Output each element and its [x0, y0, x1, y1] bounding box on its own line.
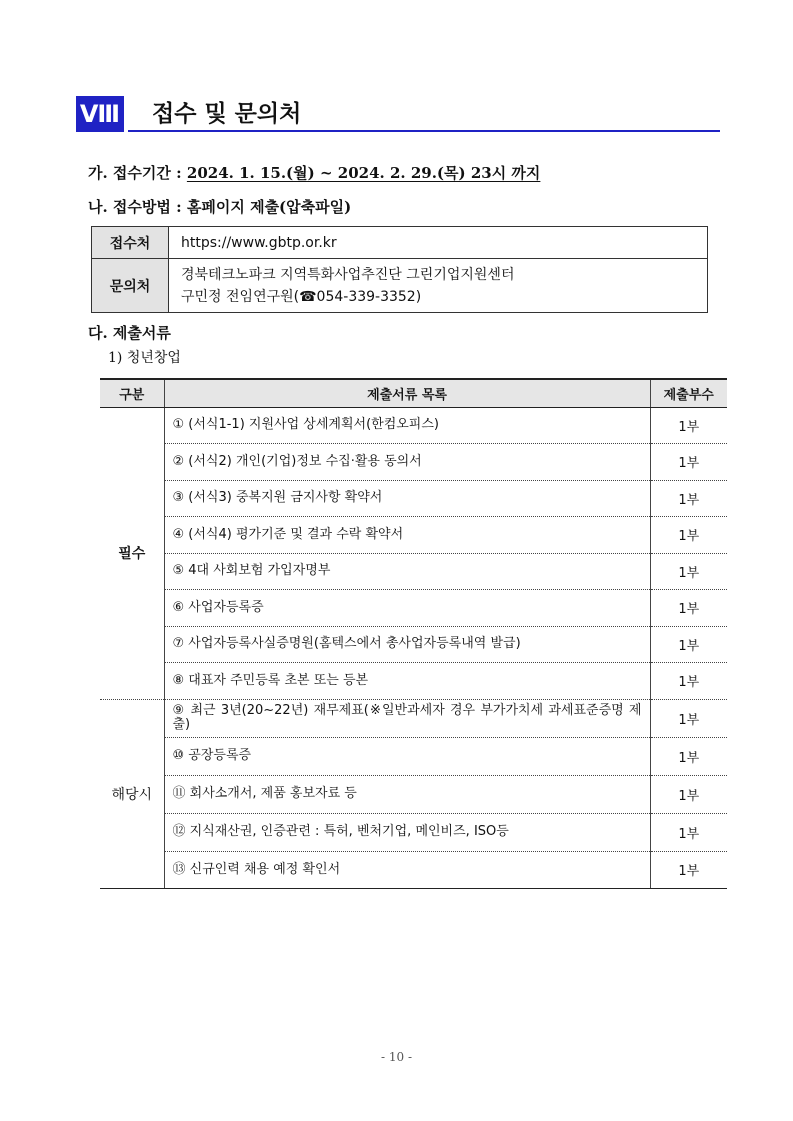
- document-row: [100, 553, 727, 590]
- document-name: ② (서식2) 개인(기업)정보 수집·활용 동의서: [164, 444, 650, 481]
- documents-table: [100, 378, 727, 889]
- section-number-badge: Ⅷ: [76, 96, 124, 132]
- reception-label: 접수처: [92, 227, 169, 259]
- header-copies: 제출부수: [650, 379, 727, 407]
- document-row: [100, 851, 727, 888]
- document-copies: 1부: [650, 775, 727, 813]
- document-copies: 1부: [650, 590, 727, 627]
- document-row: [100, 737, 727, 775]
- document-copies: 1부: [650, 737, 727, 775]
- document-row: [100, 517, 727, 554]
- inquiry-organization: 경북테크노파크 지역특화사업추진단 그린기업지원센터: [181, 266, 515, 283]
- document-row: [100, 407, 727, 444]
- group-required: 필수: [100, 407, 164, 699]
- header-category: 구분: [100, 379, 164, 407]
- document-name: ③ (서식3) 중복지원 금지사항 확약서: [164, 480, 650, 517]
- submission-method-value: 홈페이지 제출(압축파일): [186, 198, 352, 216]
- submission-method: [88, 196, 351, 218]
- document-row: [100, 626, 727, 663]
- document-name: ⑬ 신규인력 채용 예정 확인서: [164, 851, 650, 888]
- submission-period-label: 가. 접수기간 :: [88, 164, 182, 182]
- documents-subheading: 1) 청년창업: [108, 350, 181, 366]
- header-list: 제출서류 목록: [164, 379, 650, 407]
- document-name: ④ (서식4) 평가기준 및 결과 수락 확약서: [164, 517, 650, 554]
- contact-table: [91, 226, 708, 313]
- document-row: [100, 590, 727, 627]
- submission-period: [88, 162, 540, 184]
- document-copies: 1부: [650, 699, 727, 737]
- document-row: [100, 775, 727, 813]
- document-copies: 1부: [650, 444, 727, 481]
- document-name: ⑨ 최근 3년(20~22년) 재무제표(※일반과세자 경우 부가가치세 과세표준증명 제출): [164, 699, 650, 737]
- reception-url: https://www.gbtp.or.kr: [169, 227, 708, 259]
- inquiry-value: [169, 259, 708, 313]
- document-name: ⑪ 회사소개서, 제품 홍보자료 등: [164, 775, 650, 813]
- document-row: [100, 699, 727, 737]
- document-row: [100, 663, 727, 700]
- document-row: [100, 813, 727, 851]
- document-name: ① (서식1-1) 지원사업 상세계획서(한컴오피스): [164, 407, 650, 444]
- document-copies: 1부: [650, 851, 727, 888]
- document-name: ⑤ 4대 사회보험 가입자명부: [164, 553, 650, 590]
- document-name: ⑫ 지식재산권, 인증관련 : 특허, 벤처기업, 메인비즈, ISO등: [164, 813, 650, 851]
- document-copies: 1부: [650, 553, 727, 590]
- document-row: [100, 444, 727, 481]
- document-name: ⑩ 공장등록증: [164, 737, 650, 775]
- document-row: [100, 480, 727, 517]
- page-number: - 10 -: [380, 1050, 412, 1064]
- inquiry-label: 문의처: [92, 259, 169, 313]
- document-copies: 1부: [650, 480, 727, 517]
- section-title: 접수 및 문의처: [152, 101, 302, 127]
- document-name: ⑥ 사업자등록증: [164, 590, 650, 627]
- document-copies: 1부: [650, 663, 727, 700]
- contact-row-inquiry: [92, 259, 708, 313]
- contact-row-reception: [92, 227, 708, 259]
- submission-period-value: 2024. 1. 15.(월) ~ 2024. 2. 29.(목) 23시 까지: [186, 164, 541, 182]
- document-copies: 1부: [650, 407, 727, 444]
- documents-header-row: [100, 379, 727, 407]
- document-name: ⑧ 대표자 주민등록 초본 또는 등본: [164, 663, 650, 700]
- inquiry-person: 구민정 전임연구원(☎054-339-3352): [181, 288, 422, 305]
- document-copies: 1부: [650, 813, 727, 851]
- submission-method-label: 나. 접수방법 :: [88, 198, 182, 216]
- group-if-applicable: 해당시: [100, 699, 164, 888]
- document-copies: 1부: [650, 626, 727, 663]
- document-name: ⑦ 사업자등록사실증명원(홈텍스에서 총사업자등록내역 발급): [164, 626, 650, 663]
- document-copies: 1부: [650, 517, 727, 554]
- section-title-rule: [128, 130, 720, 132]
- documents-heading: 다. 제출서류: [88, 324, 171, 342]
